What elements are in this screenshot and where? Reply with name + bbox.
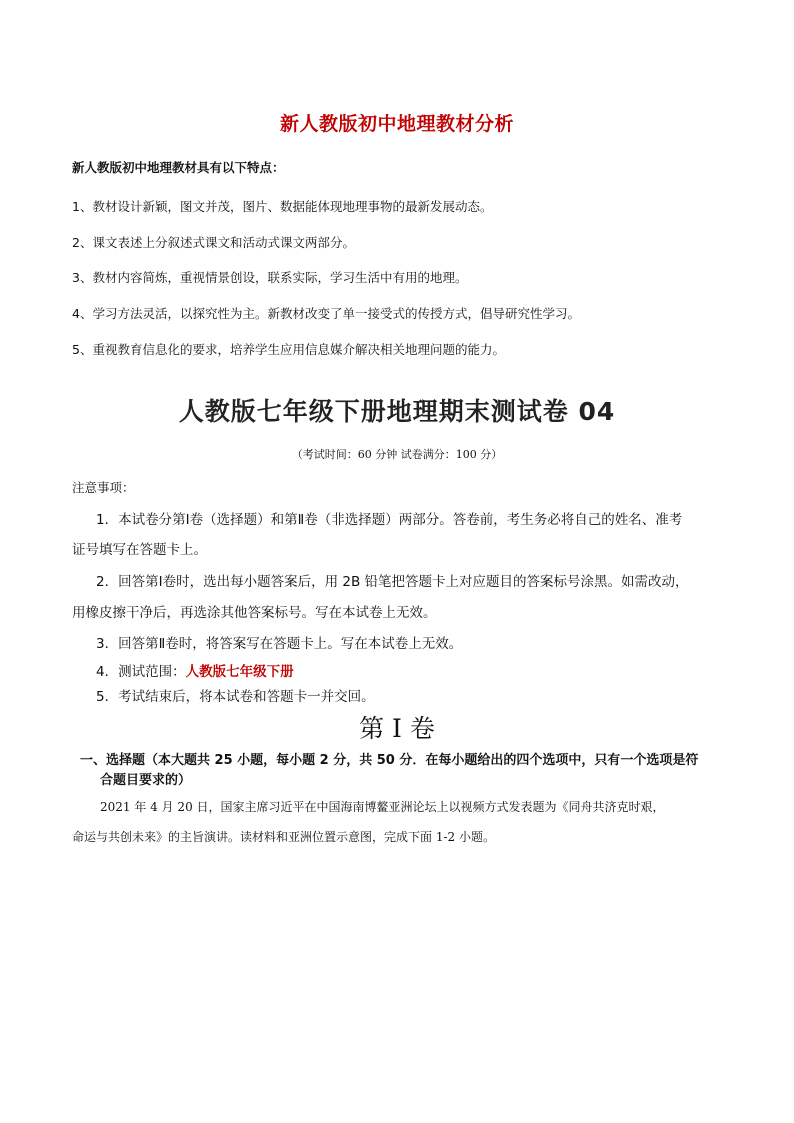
- notice-item-3: 3．回答第Ⅱ卷时，将答案写在答题卡上。写在本试卷上无效。: [96, 636, 463, 652]
- notice-item-1-cont: 证号填写在答题卡上。: [72, 542, 207, 558]
- notice-heading: 注意事项：: [72, 480, 135, 495]
- question-stem: 2021 年 4 月 20 日，国家主席习近平在中国海南博鳌亚洲论坛上以视频方式发表题为《同舟共济克时艰，: [100, 800, 665, 814]
- section-heading-cont: 合题目要求的）: [100, 773, 192, 788]
- notice-item-4-label: 4．测试范围：: [96, 664, 186, 680]
- feature-item-4: 4、学习方法灵活，以探究性为主。新教材改变了单一接受式的传授方式，倡导研究性学习。: [72, 306, 580, 321]
- notice-item-1: 1．本试卷分第Ⅰ卷（选择题）和第Ⅱ卷（非选择题）两部分。答卷前，考生务必将自己的姓名、准考: [96, 512, 683, 528]
- section-heading: 一、选择题（本大题共 25 小题，每小题 2 分，共 50 分．在每小题给出的四个选项中，只有一个选项是符: [80, 753, 699, 768]
- analysis-intro: 新人教版初中地理教材具有以下特点：: [72, 160, 285, 175]
- test-scope: 人教版七年级下册: [185, 664, 294, 680]
- feature-item-3: 3、教材内容简炼，重视情景创设，联系实际，学习生活中有用的地理。: [72, 270, 468, 285]
- volume-heading: 第 I 卷: [359, 714, 435, 743]
- analysis-title: 新人教版初中地理教材分析: [279, 113, 514, 135]
- notice-item-2-cont: 用橡皮擦干净后，再选涂其他答案标号。写在本试卷上无效。: [72, 605, 437, 621]
- feature-item-5: 5、重视教育信息化的要求，培养学生应用信息媒介解决相关地理问题的能力。: [72, 342, 505, 357]
- exam-info: （考试时间：60 分钟 试卷满分：100 分）: [291, 448, 503, 461]
- notice-item-4: [96, 660, 294, 680]
- notice-item-5: 5．考试结束后，将本试卷和答题卡一并交回。: [96, 689, 375, 705]
- notice-item-2: 2．回答第Ⅰ卷时，选出每小题答案后，用 2B 铅笔把答题卡上对应题目的答案标号涂黑。如需改动，: [96, 574, 689, 590]
- feature-item-1: 1、教材设计新颖，图文并茂，图片、数据能体现地理事物的最新发展动态。: [72, 199, 493, 214]
- exam-title: 人教版七年级下册地理期末测试卷 04: [178, 397, 616, 426]
- feature-item-2: 2、课文表述上分叙述式课文和活动式课文两部分。: [72, 235, 355, 250]
- question-stem-cont: 命运与共创未来》的主旨演讲。读材料和亚洲位置示意图，完成下面 1-2 小题。: [72, 830, 495, 844]
